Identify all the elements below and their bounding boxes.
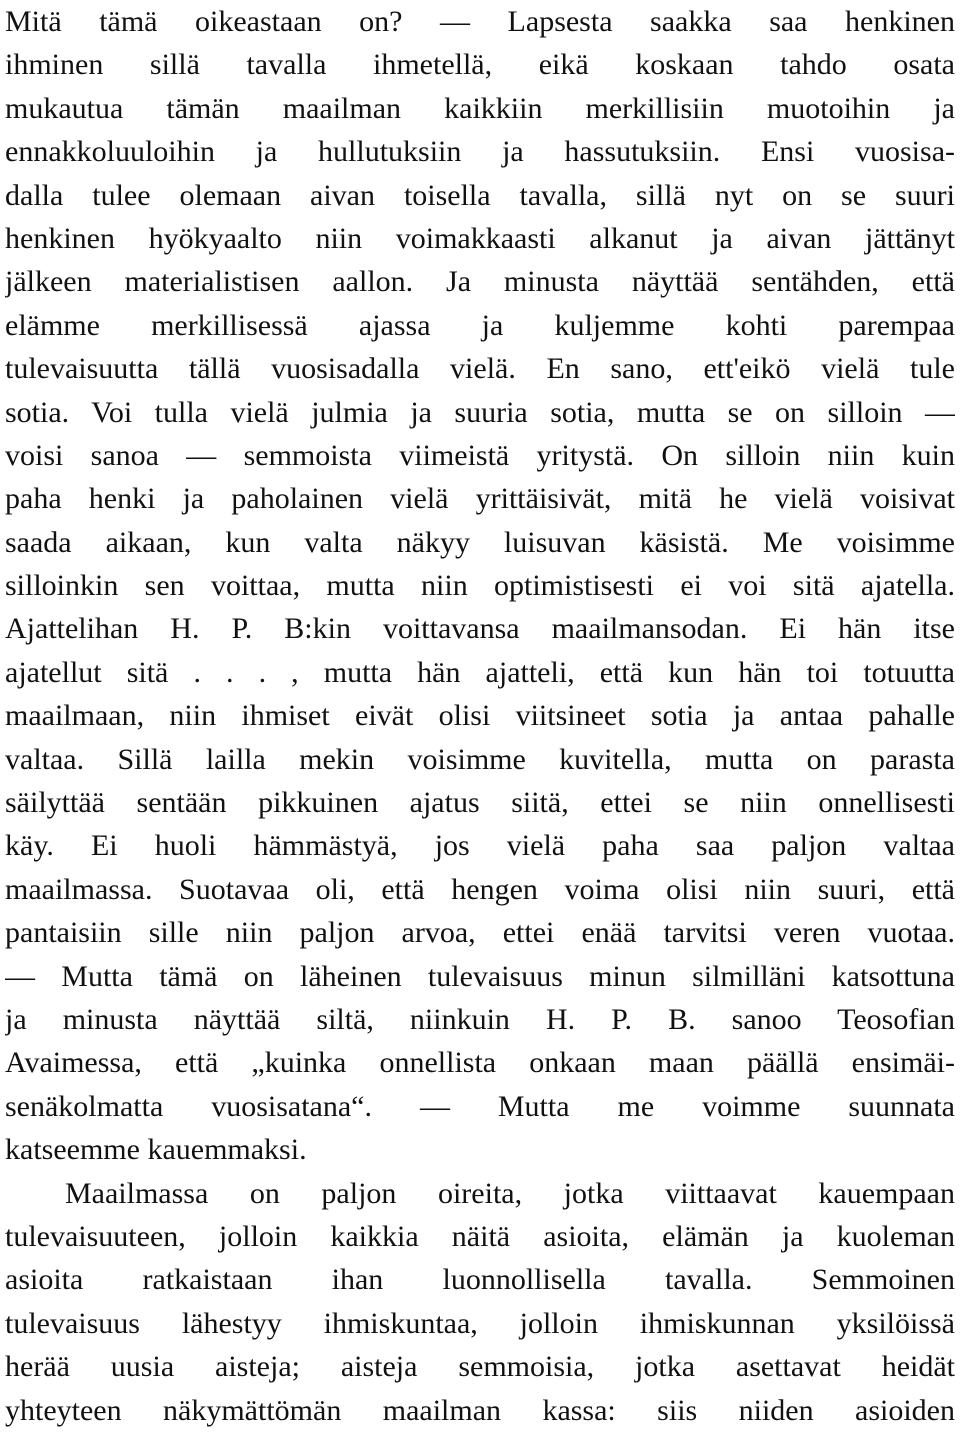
text-line: valtaa. Sillä lailla mekin voisimme kuvitella, mutta on parasta [5, 742, 955, 776]
text-line: asioita ratkaistaan ihan luonnollisella tavalla. Semmoinen [5, 1263, 955, 1297]
text-line: tulevaisuus lähestyy ihmiskuntaa, jolloin ihmiskunnan yksilöissä [5, 1306, 955, 1340]
text-line: sotia. Voi tulla vielä julmia ja suuria sotia, mutta se on silloin — [5, 395, 955, 429]
text-line: henkinen hyökyaalto niin voimakkaasti alkanut ja aivan jättänyt [5, 221, 955, 255]
text-line: yhteyteen näkymättömän maailman kassa: siis niiden asioiden [5, 1393, 955, 1427]
paragraph-1 [5, 0, 955, 1172]
text-line: ennakkoluuloihin ja hullutuksiin ja hassutuksiin. Ensi vuosisa- [5, 135, 955, 169]
text-line: saada aikaan, kun valta näkyy luisuvan käsistä. Me voisimme [5, 525, 955, 559]
text-line: Maailmassa on paljon oireita, jotka viittaavat kauempaan [65, 1176, 955, 1210]
text-line: katseemme kauemmaksi. [5, 1133, 307, 1167]
text-line: tulevaisuuteen, jolloin kaikkia näitä asioita, elämän ja kuoleman [5, 1219, 955, 1253]
text-line: — Mutta tämä on läheinen tulevaisuus minun silmilläni katsottuna [5, 959, 955, 993]
text-line: elämme merkillisessä ajassa ja kuljemme kohti parempaa [5, 308, 955, 342]
text-line: ihminen sillä tavalla ihmetellä, eikä koskaan tahdo osata [5, 48, 955, 82]
text-line: senäkolmatta vuosisatana“. — Mutta me voimme suunnata [5, 1089, 955, 1123]
text-line: herää uusia aisteja; aisteja semmoisia, jotka asettavat heidät [5, 1350, 955, 1384]
text-line: dalla tulee olemaan aivan toisella tavalla, sillä nyt on se suuri [5, 178, 955, 212]
text-line: paha henki ja paholainen vielä yrittäisivät, mitä he vielä voisivat [5, 482, 955, 516]
text-line: ja minusta näyttää siltä, niinkuin H. P. B. sanoo Teosofian [5, 1002, 955, 1036]
text-line: pantaisiin sille niin paljon arvoa, ettei enää tarvitsi veren vuotaa. [5, 916, 955, 950]
document-page [5, 0, 955, 1432]
paragraph-2 [5, 1172, 955, 1432]
text-line: Mitä tämä oikeastaan on? — Lapsesta saakka saa henkinen [5, 5, 955, 38]
text-line: säilyttää sentään pikkuinen ajatus siitä, ettei se niin onnellisesti [5, 786, 955, 820]
text-line: Avaimessa, että „kuinka onnellista onkaan maan päällä ensimäi- [5, 1046, 955, 1080]
text-line: voisi sanoa — semmoista viimeistä yritystä. On silloin niin kuin [5, 438, 955, 472]
text-line: käy. Ei huoli hämmästyä, jos vielä paha saa paljon valtaa [5, 829, 955, 863]
text-line: tulevaisuutta tällä vuosisadalla vielä. En sano, ett'eikö vielä tule [5, 352, 955, 386]
text-line: silloinkin sen voittaa, mutta niin optimistisesti ei voi sitä ajatella. [5, 569, 955, 603]
text-line: maailmaan, niin ihmiset eivät olisi viitsineet sotia ja antaa pahalle [5, 699, 955, 733]
text-line: ajatellut sitä . . . , mutta hän ajatteli, että kun hän toi totuutta [5, 655, 955, 689]
text-line: maailmassa. Suotavaa oli, että hengen voima olisi niin suuri, että [5, 872, 955, 906]
text-line: mukautua tämän maailman kaikkiin merkillisiin muotoihin ja [5, 91, 955, 125]
text-line: jälkeen materialistisen aallon. Ja minusta näyttää sentähden, että [5, 265, 955, 299]
text-line: Ajattelihan H. P. B:kin voittavansa maailmansodan. Ei hän itse [5, 612, 955, 646]
